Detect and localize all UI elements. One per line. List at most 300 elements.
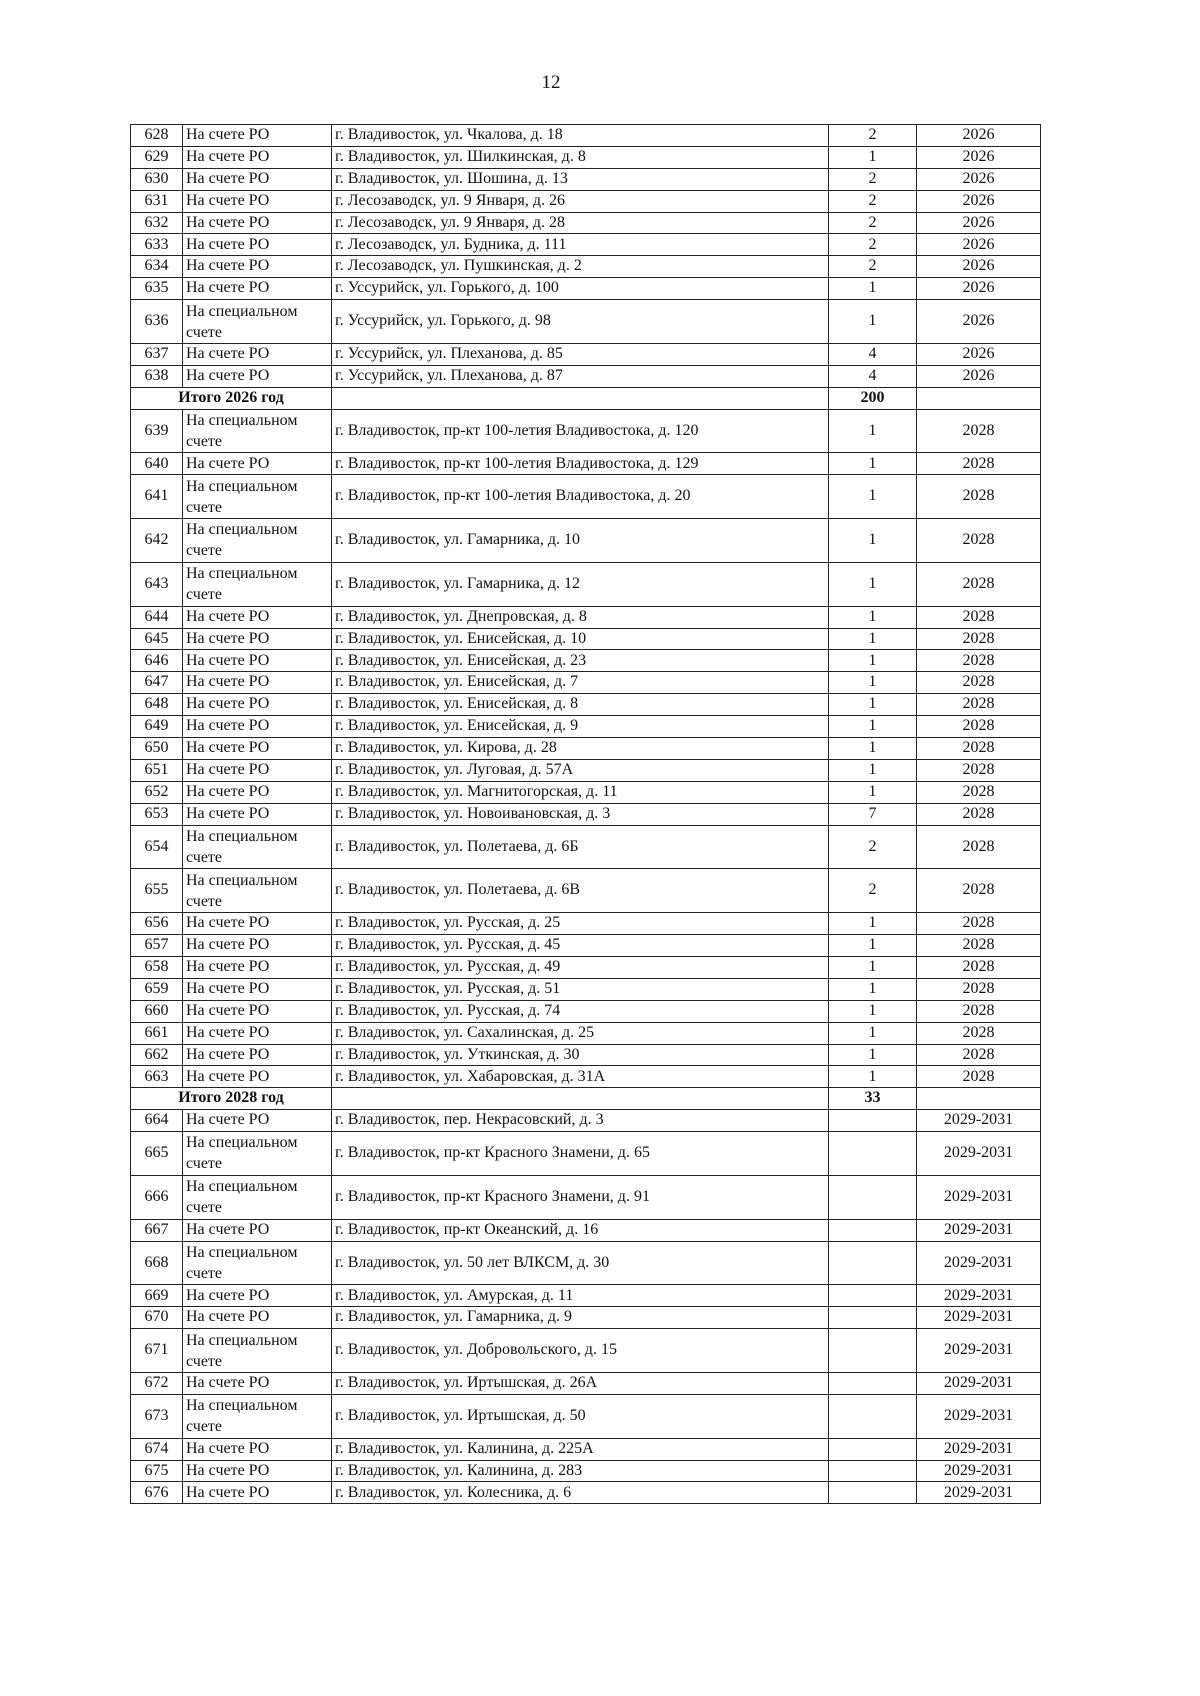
row-number: 675 (131, 1460, 183, 1482)
building-address: г. Уссурийск, ул. Горького, д. 100 (332, 278, 829, 300)
row-number: 653 (131, 803, 183, 825)
planned-year: 2028 (917, 453, 1041, 475)
work-count (829, 1329, 917, 1373)
building-address: г. Владивосток, ул. Гамарника, д. 12 (332, 562, 829, 606)
account-status: На специальном счете (183, 1241, 332, 1285)
building-address: г. Владивосток, ул. Русская, д. 25 (332, 913, 829, 935)
planned-year: 2026 (917, 343, 1041, 365)
table-row (131, 475, 1041, 519)
table-row (131, 190, 1041, 212)
work-count: 2 (829, 256, 917, 278)
account-status: На счете РО (183, 190, 332, 212)
account-status: На счете РО (183, 278, 332, 300)
planned-year: 2028 (917, 1000, 1041, 1022)
building-address: г. Владивосток, ул. Хабаровская, д. 31А (332, 1066, 829, 1088)
planned-year: 2028 (917, 935, 1041, 957)
work-count (829, 1460, 917, 1482)
row-number: 654 (131, 825, 183, 869)
row-number: 656 (131, 913, 183, 935)
planned-year: 2026 (917, 278, 1041, 300)
table-row (131, 1329, 1041, 1373)
building-address: г. Владивосток, ул. Енисейская, д. 9 (332, 716, 829, 738)
table-row (131, 1044, 1041, 1066)
table-row (131, 256, 1041, 278)
row-number: 667 (131, 1219, 183, 1241)
planned-year: 2028 (917, 869, 1041, 913)
work-count: 1 (829, 628, 917, 650)
table-row (131, 146, 1041, 168)
planned-year: 2028 (917, 978, 1041, 1000)
planned-year: 2028 (917, 1066, 1041, 1088)
building-address: г. Владивосток, ул. Гамарника, д. 9 (332, 1307, 829, 1329)
account-status: На специальном счете (183, 1394, 332, 1438)
account-status: На специальном счете (183, 825, 332, 869)
work-count: 4 (829, 365, 917, 387)
table-row (131, 1241, 1041, 1285)
row-number: 642 (131, 519, 183, 563)
work-count: 1 (829, 562, 917, 606)
table-row (131, 1022, 1041, 1044)
account-status: На счете РО (183, 1438, 332, 1460)
planned-year: 2028 (917, 650, 1041, 672)
table-row (131, 694, 1041, 716)
planned-year: 2028 (917, 694, 1041, 716)
row-number: 666 (131, 1175, 183, 1219)
account-status: На счете РО (183, 1022, 332, 1044)
account-status: На счете РО (183, 1372, 332, 1394)
planned-year: 2026 (917, 234, 1041, 256)
work-count: 1 (829, 694, 917, 716)
row-number: 672 (131, 1372, 183, 1394)
planned-year: 2028 (917, 672, 1041, 694)
table-row (131, 650, 1041, 672)
planned-year: 2028 (917, 519, 1041, 563)
table-row (131, 1000, 1041, 1022)
table-row (131, 168, 1041, 190)
building-address: г. Владивосток, ул. Русская, д. 45 (332, 935, 829, 957)
account-status: На счете РО (183, 125, 332, 147)
account-status: На специальном счете (183, 1132, 332, 1176)
work-count: 1 (829, 1044, 917, 1066)
account-status: На счете РО (183, 913, 332, 935)
account-status: На счете РО (183, 803, 332, 825)
planned-year: 2029-2031 (917, 1110, 1041, 1132)
building-address: г. Владивосток, ул. Калинина, д. 283 (332, 1460, 829, 1482)
account-status: На счете РО (183, 453, 332, 475)
planned-year: 2028 (917, 1044, 1041, 1066)
work-count: 1 (829, 146, 917, 168)
work-count: 1 (829, 716, 917, 738)
row-number: 660 (131, 1000, 183, 1022)
building-address: г. Владивосток, ул. Магнитогорская, д. 11 (332, 781, 829, 803)
planned-year: 2026 (917, 146, 1041, 168)
building-address: г. Владивосток, пр-кт 100-летия Владивостока, д. 129 (332, 453, 829, 475)
account-status: На специальном счете (183, 519, 332, 563)
account-status: На счете РО (183, 781, 332, 803)
row-number: 664 (131, 1110, 183, 1132)
building-address: г. Владивосток, пр-кт 100-летия Владивостока, д. 20 (332, 475, 829, 519)
account-status: На счете РО (183, 1285, 332, 1307)
planned-year: 2029-2031 (917, 1241, 1041, 1285)
building-address: г. Владивосток, ул. Енисейская, д. 7 (332, 672, 829, 694)
planned-year: 2029-2031 (917, 1329, 1041, 1373)
row-number: 649 (131, 716, 183, 738)
account-status: На специальном счете (183, 475, 332, 519)
table-row (131, 278, 1041, 300)
building-address: г. Лесозаводск, ул. 9 Января, д. 28 (332, 212, 829, 234)
work-count: 1 (829, 409, 917, 453)
building-address: г. Владивосток, ул. Шилкинская, д. 8 (332, 146, 829, 168)
planned-year: 2029-2031 (917, 1219, 1041, 1241)
row-number: 662 (131, 1044, 183, 1066)
table-row (131, 562, 1041, 606)
account-status: На счете РО (183, 1219, 332, 1241)
row-number: 650 (131, 738, 183, 760)
table-row (131, 343, 1041, 365)
table-row (131, 759, 1041, 781)
work-count: 2 (829, 168, 917, 190)
row-number: 641 (131, 475, 183, 519)
table-row (131, 300, 1041, 344)
planned-year: 2026 (917, 365, 1041, 387)
planned-year: 2028 (917, 716, 1041, 738)
building-address: г. Владивосток, ул. Днепровская, д. 8 (332, 606, 829, 628)
building-address: г. Владивосток, ул. Енисейская, д. 10 (332, 628, 829, 650)
account-status: На специальном счете (183, 1329, 332, 1373)
account-status: На счете РО (183, 256, 332, 278)
planned-year: 2026 (917, 168, 1041, 190)
table-row (131, 1460, 1041, 1482)
work-count: 1 (829, 453, 917, 475)
work-count: 2 (829, 125, 917, 147)
account-status: На счете РО (183, 694, 332, 716)
work-count: 7 (829, 803, 917, 825)
building-address: г. Владивосток, ул. Иртышская, д. 26А (332, 1372, 829, 1394)
page-number: 12 (541, 72, 561, 93)
work-count: 1 (829, 1000, 917, 1022)
table-row (131, 212, 1041, 234)
work-count: 1 (829, 650, 917, 672)
account-status: На счете РО (183, 1482, 332, 1504)
account-status: На специальном счете (183, 869, 332, 913)
account-status: На счете РО (183, 935, 332, 957)
table-row (131, 453, 1041, 475)
building-address: г. Уссурийск, ул. Плеханова, д. 87 (332, 365, 829, 387)
planned-year: 2029-2031 (917, 1482, 1041, 1504)
account-status: На специальном счете (183, 1175, 332, 1219)
planned-year: 2028 (917, 759, 1041, 781)
work-count: 1 (829, 278, 917, 300)
work-count (829, 1132, 917, 1176)
work-count: 1 (829, 956, 917, 978)
total-empty-cell (332, 1088, 829, 1110)
account-status: На счете РО (183, 1460, 332, 1482)
work-count: 1 (829, 781, 917, 803)
work-count: 1 (829, 935, 917, 957)
work-count (829, 1482, 917, 1504)
planned-year: 2028 (917, 913, 1041, 935)
planned-year: 2028 (917, 628, 1041, 650)
row-number: 631 (131, 190, 183, 212)
row-number: 665 (131, 1132, 183, 1176)
planned-year: 2028 (917, 562, 1041, 606)
account-status: На счете РО (183, 716, 332, 738)
total-label: Итого 2028 год (131, 1088, 332, 1110)
account-status: На счете РО (183, 343, 332, 365)
planned-year: 2028 (917, 1022, 1041, 1044)
building-address: г. Владивосток, ул. Русская, д. 74 (332, 1000, 829, 1022)
table-row (131, 935, 1041, 957)
row-number: 640 (131, 453, 183, 475)
account-status: На счете РО (183, 650, 332, 672)
account-status: На счете РО (183, 759, 332, 781)
account-status: На счете РО (183, 1044, 332, 1066)
building-address: г. Владивосток, ул. Чкалова, д. 18 (332, 125, 829, 147)
account-status: На счете РО (183, 1307, 332, 1329)
building-address: г. Уссурийск, ул. Плеханова, д. 85 (332, 343, 829, 365)
account-status: На счете РО (183, 234, 332, 256)
planned-year: 2028 (917, 781, 1041, 803)
building-registry-table (130, 124, 1041, 1504)
work-count: 1 (829, 672, 917, 694)
building-address: г. Владивосток, ул. Гамарника, д. 10 (332, 519, 829, 563)
account-status: На специальном счете (183, 562, 332, 606)
row-number: 628 (131, 125, 183, 147)
work-count: 1 (829, 606, 917, 628)
row-number: 652 (131, 781, 183, 803)
planned-year: 2028 (917, 409, 1041, 453)
planned-year: 2029-2031 (917, 1307, 1041, 1329)
table-row (131, 1372, 1041, 1394)
row-number: 636 (131, 300, 183, 344)
building-address: г. Владивосток, ул. Кирова, д. 28 (332, 738, 829, 760)
work-count: 2 (829, 212, 917, 234)
planned-year: 2026 (917, 212, 1041, 234)
table-row (131, 1394, 1041, 1438)
row-number: 644 (131, 606, 183, 628)
planned-year: 2026 (917, 256, 1041, 278)
planned-year: 2028 (917, 825, 1041, 869)
building-address: г. Владивосток, ул. Иртышская, д. 50 (332, 1394, 829, 1438)
table-row (131, 1132, 1041, 1176)
work-count (829, 1219, 917, 1241)
row-number: 661 (131, 1022, 183, 1044)
work-count: 1 (829, 475, 917, 519)
building-address: г. Владивосток, ул. Добровольского, д. 15 (332, 1329, 829, 1373)
building-address: г. Владивосток, ул. Русская, д. 49 (332, 956, 829, 978)
table-row (131, 365, 1041, 387)
table-row (131, 1285, 1041, 1307)
row-number: 638 (131, 365, 183, 387)
row-number: 634 (131, 256, 183, 278)
row-number: 646 (131, 650, 183, 672)
work-count: 1 (829, 913, 917, 935)
work-count: 2 (829, 234, 917, 256)
table-row (131, 672, 1041, 694)
planned-year: 2029-2031 (917, 1285, 1041, 1307)
table-row (131, 125, 1041, 147)
building-address: г. Владивосток, ул. Енисейская, д. 23 (332, 650, 829, 672)
account-status: На специальном счете (183, 409, 332, 453)
table-row (131, 1110, 1041, 1132)
work-count (829, 1285, 917, 1307)
building-address: г. Владивосток, пр-кт Красного Знамени, д. 65 (332, 1132, 829, 1176)
table-row (131, 738, 1041, 760)
work-count: 4 (829, 343, 917, 365)
total-count: 200 (829, 387, 917, 409)
building-address: г. Владивосток, ул. Сахалинская, д. 25 (332, 1022, 829, 1044)
row-number: 635 (131, 278, 183, 300)
row-number: 657 (131, 935, 183, 957)
work-count: 1 (829, 1066, 917, 1088)
row-number: 658 (131, 956, 183, 978)
account-status: На счете РО (183, 1000, 332, 1022)
row-number: 633 (131, 234, 183, 256)
work-count: 2 (829, 190, 917, 212)
row-number: 674 (131, 1438, 183, 1460)
row-number: 655 (131, 869, 183, 913)
building-address: г. Лесозаводск, ул. Будника, д. 111 (332, 234, 829, 256)
planned-year: 2028 (917, 803, 1041, 825)
table-row (131, 1482, 1041, 1504)
row-number: 639 (131, 409, 183, 453)
row-number: 637 (131, 343, 183, 365)
row-number: 668 (131, 1241, 183, 1285)
building-address: г. Владивосток, ул. Новоивановская, д. 3 (332, 803, 829, 825)
work-count: 2 (829, 869, 917, 913)
work-count (829, 1175, 917, 1219)
row-number: 659 (131, 978, 183, 1000)
work-count: 1 (829, 519, 917, 563)
building-address: г. Владивосток, пр-кт Красного Знамени, д. 91 (332, 1175, 829, 1219)
row-number: 669 (131, 1285, 183, 1307)
row-number: 648 (131, 694, 183, 716)
row-number: 632 (131, 212, 183, 234)
total-empty-cell (332, 387, 829, 409)
table-row (131, 956, 1041, 978)
building-address: г. Владивосток, ул. Шошина, д. 13 (332, 168, 829, 190)
work-count: 1 (829, 759, 917, 781)
account-status: На счете РО (183, 978, 332, 1000)
building-address: г. Владивосток, ул. Полетаева, д. 6Б (332, 825, 829, 869)
row-number: 663 (131, 1066, 183, 1088)
total-year-empty-cell (917, 387, 1041, 409)
total-count: 33 (829, 1088, 917, 1110)
table-row (131, 606, 1041, 628)
table-row (131, 1066, 1041, 1088)
account-status: На счете РО (183, 168, 332, 190)
planned-year: 2026 (917, 125, 1041, 147)
planned-year: 2028 (917, 956, 1041, 978)
building-address: г. Владивосток, ул. Колесника, д. 6 (332, 1482, 829, 1504)
planned-year: 2029-2031 (917, 1460, 1041, 1482)
table-row (131, 781, 1041, 803)
table-row (131, 519, 1041, 563)
row-number: 647 (131, 672, 183, 694)
account-status: На счете РО (183, 738, 332, 760)
building-address: г. Лесозаводск, ул. Пушкинская, д. 2 (332, 256, 829, 278)
work-count: 1 (829, 1022, 917, 1044)
table-row (131, 1175, 1041, 1219)
row-number: 643 (131, 562, 183, 606)
planned-year: 2029-2031 (917, 1438, 1041, 1460)
total-row (131, 1088, 1041, 1110)
planned-year: 2029-2031 (917, 1394, 1041, 1438)
work-count: 2 (829, 825, 917, 869)
account-status: На счете РО (183, 956, 332, 978)
account-status: На счете РО (183, 212, 332, 234)
table-row (131, 825, 1041, 869)
work-count: 1 (829, 978, 917, 1000)
building-address: г. Владивосток, ул. 50 лет ВЛКСМ, д. 30 (332, 1241, 829, 1285)
row-number: 676 (131, 1482, 183, 1504)
work-count (829, 1241, 917, 1285)
building-address: г. Владивосток, ул. Енисейская, д. 8 (332, 694, 829, 716)
table-row (131, 1219, 1041, 1241)
planned-year: 2026 (917, 300, 1041, 344)
table-row (131, 869, 1041, 913)
table-row (131, 234, 1041, 256)
building-address: г. Владивосток, пер. Некрасовский, д. 3 (332, 1110, 829, 1132)
account-status: На счете РО (183, 365, 332, 387)
work-count (829, 1307, 917, 1329)
registry-body (131, 125, 1041, 1504)
table-row (131, 1438, 1041, 1460)
work-count: 1 (829, 738, 917, 760)
row-number: 630 (131, 168, 183, 190)
building-address: г. Владивосток, ул. Русская, д. 51 (332, 978, 829, 1000)
building-address: г. Лесозаводск, ул. 9 Января, д. 26 (332, 190, 829, 212)
planned-year: 2029-2031 (917, 1372, 1041, 1394)
work-count (829, 1438, 917, 1460)
row-number: 673 (131, 1394, 183, 1438)
table-row (131, 803, 1041, 825)
building-address: г. Владивосток, пр-кт Океанский, д. 16 (332, 1219, 829, 1241)
row-number: 651 (131, 759, 183, 781)
planned-year: 2028 (917, 475, 1041, 519)
planned-year: 2026 (917, 190, 1041, 212)
account-status: На специальном счете (183, 300, 332, 344)
work-count (829, 1110, 917, 1132)
table-row (131, 978, 1041, 1000)
account-status: На счете РО (183, 606, 332, 628)
planned-year: 2028 (917, 606, 1041, 628)
building-address: г. Владивосток, пр-кт 100-летия Владивостока, д. 120 (332, 409, 829, 453)
work-count (829, 1372, 917, 1394)
planned-year: 2028 (917, 738, 1041, 760)
account-status: На счете РО (183, 628, 332, 650)
total-row (131, 387, 1041, 409)
row-number: 645 (131, 628, 183, 650)
work-count (829, 1394, 917, 1438)
row-number: 671 (131, 1329, 183, 1373)
building-address: г. Владивосток, ул. Амурская, д. 11 (332, 1285, 829, 1307)
account-status: На счете РО (183, 146, 332, 168)
work-count: 1 (829, 300, 917, 344)
row-number: 629 (131, 146, 183, 168)
planned-year: 2029-2031 (917, 1132, 1041, 1176)
building-address: г. Владивосток, ул. Полетаева, д. 6В (332, 869, 829, 913)
building-address: г. Владивосток, ул. Уткинская, д. 30 (332, 1044, 829, 1066)
account-status: На счете РО (183, 1066, 332, 1088)
building-address: г. Владивосток, ул. Калинина, д. 225А (332, 1438, 829, 1460)
planned-year: 2029-2031 (917, 1175, 1041, 1219)
account-status: На счете РО (183, 1110, 332, 1132)
total-label: Итого 2026 год (131, 387, 332, 409)
building-address: г. Владивосток, ул. Луговая, д. 57А (332, 759, 829, 781)
table-row (131, 409, 1041, 453)
table-row (131, 913, 1041, 935)
